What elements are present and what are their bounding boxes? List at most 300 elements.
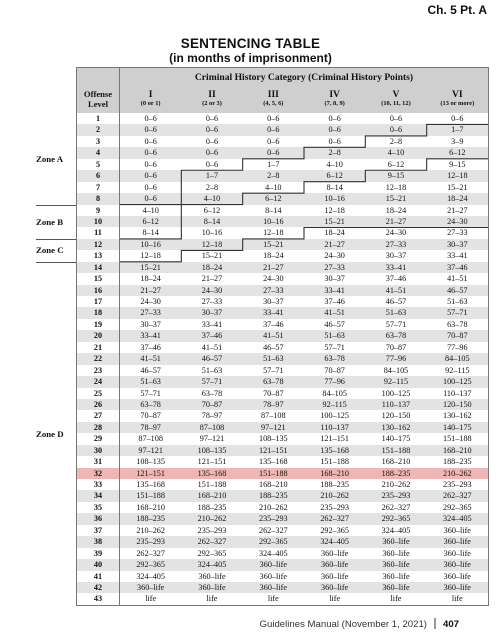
offense-level-cell: 15 (77, 273, 120, 284)
offense-level-cell: 13 (77, 250, 120, 261)
sentence-range-cell: 10–16 (304, 193, 365, 204)
sentence-range-cell: 30–37 (427, 239, 488, 250)
sentence-range-cell: 46–57 (304, 319, 365, 330)
sentence-range-cell: 87–108 (120, 433, 181, 444)
sentence-range-cell: 30–37 (120, 319, 181, 330)
offense-level-cell: 41 (77, 571, 120, 582)
sentence-range-cell: life (304, 593, 365, 604)
offense-level-cell: 34 (77, 490, 120, 501)
offense-level-cell: 25 (77, 388, 120, 399)
sentence-range-cell: 77–96 (304, 376, 365, 387)
sentence-range-cell: 63–78 (365, 330, 426, 341)
offense-level-cell: 42 (77, 582, 120, 593)
sentence-range-cell: 121–151 (243, 445, 304, 456)
sentence-range-cell: 18–24 (365, 205, 426, 216)
sentence-range-cell: 262–327 (243, 525, 304, 536)
sentence-range-cell: 100–125 (427, 376, 488, 387)
sentence-range-cell: 100–125 (365, 388, 426, 399)
sentence-range-cell: 21–27 (365, 216, 426, 227)
sentence-range-cell: 2–8 (181, 182, 242, 193)
sentence-range-cell: 235–293 (243, 513, 304, 524)
zone-label: Zone C (36, 245, 64, 256)
category-points-range: (2 or 3) (202, 99, 222, 107)
sentence-range-cell: 360–life (365, 571, 426, 582)
sentence-range-cell: 360–life (181, 571, 242, 582)
sentence-range-cell: 27–33 (120, 307, 181, 318)
sentence-range-cell: 6–12 (304, 170, 365, 181)
criminal-history-header (120, 68, 488, 113)
category-points-range: (10, 11, 12) (381, 99, 411, 107)
sentence-range-cell: 151–188 (120, 490, 181, 501)
sentence-range-cell: life (243, 593, 304, 604)
sentence-range-cell: 140–175 (427, 422, 488, 433)
sentence-range-cell: 46–57 (243, 342, 304, 353)
sentence-range-cell: 70–87 (304, 365, 365, 376)
sentence-range-cell: 6–12 (181, 205, 242, 216)
sentence-range-cell: 33–41 (120, 330, 181, 341)
sentence-range-cell: 360–life (181, 582, 242, 593)
sentence-range-cell: 84–105 (365, 365, 426, 376)
sentence-range-cell: 21–27 (120, 285, 181, 296)
page-footer (260, 618, 459, 630)
offense-level-cell: 29 (77, 433, 120, 444)
category-roman-numeral: IV (329, 88, 340, 100)
sentence-range-cell: 46–57 (181, 353, 242, 364)
sentence-range-cell: 15–21 (243, 239, 304, 250)
sentence-range-cell: 0–6 (427, 113, 488, 124)
sentence-range-cell: 21–27 (243, 262, 304, 273)
sentence-range-cell: 3–9 (427, 136, 488, 147)
sentence-range-cell: 92–115 (427, 365, 488, 376)
sentence-range-cell: 0–6 (181, 147, 242, 158)
offense-level-cell: 4 (77, 147, 120, 158)
page-subtitle: (in months of imprisonment) (169, 51, 332, 65)
sentence-range-cell: 57–71 (181, 376, 242, 387)
sentence-range-cell: 41–51 (365, 285, 426, 296)
offense-level-cell: 35 (77, 502, 120, 513)
sentence-range-cell: 0–6 (120, 193, 181, 204)
sentence-range-cell: 188–235 (181, 502, 242, 513)
sentence-range-cell: 210–262 (243, 502, 304, 513)
sentence-range-cell: 360–life (427, 525, 488, 536)
sentence-range-cell: 70–87 (181, 399, 242, 410)
offense-level-cell: 1 (77, 113, 120, 124)
sentence-range-cell: 6–12 (120, 216, 181, 227)
sentence-range-cell: 10–16 (120, 239, 181, 250)
sentence-range-cell: 27–33 (427, 227, 488, 238)
sentence-range-cell: life (427, 593, 488, 604)
sentence-range-cell: 30–37 (365, 250, 426, 261)
sentence-range-cell: 63–78 (304, 353, 365, 364)
sentence-range-cell: 46–57 (427, 285, 488, 296)
sentence-range-cell: 51–63 (304, 330, 365, 341)
sentence-range-cell: 168–210 (120, 502, 181, 513)
sentence-range-cell: 18–24 (427, 193, 488, 204)
sentence-range-cell: 108–135 (243, 433, 304, 444)
category-points-range: (13 or more) (440, 99, 475, 107)
sentence-range-cell: 97–121 (243, 422, 304, 433)
sentence-range-cell: 8–14 (181, 216, 242, 227)
offense-level-cell: 18 (77, 307, 120, 318)
sentence-range-cell: 15–21 (304, 216, 365, 227)
sentence-range-cell: 12–18 (427, 170, 488, 181)
sentence-range-cell: 18–24 (304, 227, 365, 238)
sentence-range-cell: 121–151 (120, 468, 181, 479)
sentence-range-cell: 188–235 (243, 490, 304, 501)
offense-level-cell: 37 (77, 525, 120, 536)
sentence-range-cell: 15–21 (427, 182, 488, 193)
sentence-range-cell: 18–24 (243, 250, 304, 261)
sentence-range-cell: 1–7 (427, 124, 488, 135)
offense-level-cell: 6 (77, 170, 120, 181)
sentence-range-cell: 24–30 (427, 216, 488, 227)
category-column-header (181, 83, 242, 113)
sentence-range-cell: 10–16 (243, 216, 304, 227)
offense-level-header-line1: Offense (83, 89, 113, 99)
sentence-range-cell: 292–365 (427, 502, 488, 513)
sentence-range-cell: 6–12 (365, 159, 426, 170)
offense-level-cell: 10 (77, 216, 120, 227)
sentence-range-cell: 151–188 (427, 433, 488, 444)
sentence-range-cell: 210–262 (365, 479, 426, 490)
sentence-range-cell: 0–6 (120, 170, 181, 181)
offense-level-cell: 21 (77, 342, 120, 353)
sentence-range-cell: 12–18 (304, 205, 365, 216)
sentence-range-cell: 360–life (427, 559, 488, 570)
offense-level-cell: 2 (77, 124, 120, 135)
sentence-range-cell: 0–6 (120, 124, 181, 135)
sentence-range-cell: 235–293 (120, 536, 181, 547)
offense-level-cell: 8 (77, 193, 120, 204)
sentence-range-cell: 46–57 (365, 296, 426, 307)
sentence-range-cell: 0–6 (243, 113, 304, 124)
sentence-range-cell: 41–51 (427, 273, 488, 284)
offense-level-header-line2: Level (87, 99, 109, 109)
sentence-range-cell: 130–162 (365, 422, 426, 433)
sentence-range-cell: 15–21 (181, 250, 242, 261)
sentence-range-cell: 70–87 (243, 388, 304, 399)
zone-divider (36, 262, 76, 263)
sentence-range-cell: 2–8 (243, 170, 304, 181)
offense-level-cell: 9 (77, 205, 120, 216)
sentence-range-cell: 235–293 (427, 479, 488, 490)
sentence-range-cell: 360–life (304, 559, 365, 570)
sentence-range-cell: 4–10 (243, 182, 304, 193)
sentence-range-cell: 0–6 (181, 159, 242, 170)
sentence-range-cell: 18–24 (120, 273, 181, 284)
category-roman-numeral: II (208, 88, 216, 100)
sentence-range-cell: 110–137 (427, 388, 488, 399)
sentence-range-cell: 27–33 (365, 239, 426, 250)
sentence-range-cell: 188–235 (365, 468, 426, 479)
sentence-range-cell: 1–7 (243, 159, 304, 170)
sentence-range-cell: 0–6 (365, 113, 426, 124)
sentence-range-cell: 24–30 (304, 250, 365, 261)
sentence-range-cell: 168–210 (243, 479, 304, 490)
sentence-range-cell: 9–15 (427, 159, 488, 170)
sentence-range-cell: 21–27 (304, 239, 365, 250)
sentence-range-cell: 41–51 (181, 342, 242, 353)
offense-level-cell: 11 (77, 227, 120, 238)
sentence-range-cell: 4–10 (120, 205, 181, 216)
sentence-range-cell: 57–71 (120, 388, 181, 399)
category-roman-numeral: I (148, 88, 153, 100)
sentence-range-cell: 120–150 (427, 399, 488, 410)
sentence-range-cell: 57–71 (304, 342, 365, 353)
sentence-range-cell: 262–327 (304, 513, 365, 524)
sentence-range-cell: 0–6 (181, 113, 242, 124)
sentence-range-cell: 12–18 (243, 227, 304, 238)
sentence-range-cell: 108–135 (181, 445, 242, 456)
sentence-range-cell: 324–405 (243, 548, 304, 559)
sentence-range-cell: 87–108 (181, 422, 242, 433)
sentence-range-cell: 235–293 (304, 502, 365, 513)
sentence-range-cell: 63–78 (427, 319, 488, 330)
sentence-range-cell: 0–6 (120, 159, 181, 170)
sentence-range-cell: 110–137 (365, 399, 426, 410)
offense-level-cell: 31 (77, 456, 120, 467)
sentence-range-cell: 24–30 (181, 285, 242, 296)
sentence-range-cell: 360–life (427, 548, 488, 559)
offense-level-cell: 12 (77, 239, 120, 250)
sentence-range-cell: 70–87 (427, 330, 488, 341)
sentence-range-cell: 140–175 (365, 433, 426, 444)
sentence-range-cell: 2–8 (365, 136, 426, 147)
offense-level-cell: 23 (77, 365, 120, 376)
sentence-range-cell: 360–life (243, 559, 304, 570)
sentence-range-cell: 63–78 (243, 376, 304, 387)
zone-label: Zone A (36, 153, 64, 164)
category-points-range: (7, 8, 9) (324, 99, 345, 107)
offense-level-cell: 33 (77, 479, 120, 490)
sentence-range-cell: 235–293 (181, 525, 242, 536)
offense-level-cell: 16 (77, 285, 120, 296)
sentence-range-cell: 78–97 (120, 422, 181, 433)
sentence-range-cell: 9–15 (365, 170, 426, 181)
sentence-range-cell: 360–life (120, 582, 181, 593)
sentence-range-cell: 135–168 (304, 445, 365, 456)
offense-level-cell: 7 (77, 182, 120, 193)
category-roman-numeral: VI (451, 88, 463, 100)
sentence-range-cell: 292–365 (243, 536, 304, 547)
sentence-range-cell: 360–life (427, 571, 488, 582)
zone-boundary-lines (76, 113, 489, 613)
sentence-range-cell: 41–51 (243, 330, 304, 341)
sentence-range-cell: 27–33 (304, 262, 365, 273)
sentence-range-cell: 37–46 (243, 319, 304, 330)
sentence-range-cell: 0–6 (181, 124, 242, 135)
sentence-range-cell: 4–10 (181, 193, 242, 204)
sentence-range-cell: 33–41 (365, 262, 426, 273)
page-title: SENTENCING TABLE (180, 36, 321, 51)
category-column-header (243, 83, 304, 113)
sentence-range-cell: 121–151 (304, 433, 365, 444)
offense-level-cell: 43 (77, 593, 120, 604)
sentence-range-cell: 151–188 (181, 479, 242, 490)
sentence-range-cell: 97–121 (120, 445, 181, 456)
sentence-range-cell: 33–41 (427, 250, 488, 261)
zone-label: Zone B (36, 216, 64, 227)
sentence-range-cell: 168–210 (181, 490, 242, 501)
zone-c-boundary (120, 228, 488, 262)
sentence-range-cell: 360–life (427, 582, 488, 593)
offense-level-cell: 28 (77, 422, 120, 433)
sentence-range-cell: 46–57 (120, 365, 181, 376)
criminal-history-category-title: Criminal History Category (Criminal History Points) (194, 72, 414, 83)
sentence-range-cell: 30–37 (243, 296, 304, 307)
sentence-range-cell: 18–24 (181, 262, 242, 273)
offense-level-cell: 14 (77, 262, 120, 273)
sentence-range-cell: 324–405 (427, 513, 488, 524)
offense-level-cell: 22 (77, 353, 120, 364)
sentence-range-cell: 21–27 (181, 273, 242, 284)
sentence-range-cell: 292–365 (181, 548, 242, 559)
zone-divider (36, 239, 76, 240)
page-number: 407 (442, 619, 459, 630)
offense-level-cell: 20 (77, 330, 120, 341)
sentence-range-cell: 360–life (304, 582, 365, 593)
sentence-range-cell: 360–life (365, 536, 426, 547)
sentence-range-cell: 360–life (365, 548, 426, 559)
sentence-range-cell: 292–365 (304, 525, 365, 536)
sentence-range-cell: 2–8 (304, 147, 365, 158)
category-points-range: (0 or 1) (140, 99, 161, 107)
sentence-range-cell: 168–210 (365, 456, 426, 467)
sentence-range-cell: 135–168 (181, 468, 242, 479)
sentence-range-cell: 41–51 (304, 307, 365, 318)
category-roman-numeral: V (392, 88, 400, 100)
sentence-range-cell: 0–6 (243, 124, 304, 135)
sentence-range-cell: 0–6 (120, 147, 181, 158)
offense-level-cell: 36 (77, 513, 120, 524)
sentence-range-cell: 4–10 (365, 147, 426, 158)
sentence-range-cell: 360–life (304, 548, 365, 559)
sentence-range-cell: 27–33 (243, 285, 304, 296)
sentence-range-cell: 168–210 (304, 468, 365, 479)
sentence-range-cell: 57–71 (427, 307, 488, 318)
sentence-range-cell: 151–188 (365, 445, 426, 456)
offense-level-cell: 26 (77, 399, 120, 410)
category-column-header (427, 83, 488, 113)
sentence-range-cell: 70–87 (120, 410, 181, 421)
sentence-range-cell: 324–405 (181, 559, 242, 570)
offense-level-cell: 38 (77, 536, 120, 547)
sentence-range-cell: 37–46 (427, 262, 488, 273)
category-roman-numeral: III (267, 88, 279, 100)
sentence-range-cell: 1–7 (181, 170, 242, 181)
sentence-range-cell: 0–6 (243, 147, 304, 158)
category-column-header (120, 83, 181, 113)
sentence-range-cell: 292–365 (365, 513, 426, 524)
sentence-range-cell: 8–14 (120, 227, 181, 238)
sentence-range-cell: 15–21 (120, 262, 181, 273)
sentence-range-cell: 37–46 (181, 330, 242, 341)
sentence-range-cell: 0–6 (120, 182, 181, 193)
sentence-range-cell: 110–137 (304, 422, 365, 433)
sentence-range-cell: 324–405 (365, 525, 426, 536)
sentence-range-cell: 70–87 (365, 342, 426, 353)
sentence-range-cell: 30–37 (304, 273, 365, 284)
sentence-range-cell: 24–30 (120, 296, 181, 307)
sentence-range-cell: life (120, 593, 181, 604)
sentence-range-cell: 24–30 (243, 273, 304, 284)
sentence-range-cell: 33–41 (243, 307, 304, 318)
sentence-range-cell: 51–63 (427, 296, 488, 307)
sentence-range-cell: 8–14 (304, 182, 365, 193)
offense-level-cell: 17 (77, 296, 120, 307)
sentence-range-cell: 188–235 (427, 456, 488, 467)
sentence-range-cell: 78–97 (243, 399, 304, 410)
sentence-range-cell: 0–6 (365, 124, 426, 135)
sentence-range-cell: 27–33 (181, 296, 242, 307)
sentence-range-cell: 360–life (243, 571, 304, 582)
sentence-range-cell: 188–235 (304, 479, 365, 490)
sentence-range-cell: 37–46 (304, 296, 365, 307)
sentence-range-cell: 262–327 (365, 502, 426, 513)
sentence-range-cell: 84–105 (304, 388, 365, 399)
sentence-range-cell: 360–life (304, 571, 365, 582)
sentence-range-cell: 360–life (243, 582, 304, 593)
category-column-header (304, 83, 365, 113)
sentence-range-cell: 130–162 (427, 410, 488, 421)
zone-label: Zone D (36, 428, 64, 439)
sentence-range-cell: 188–235 (120, 513, 181, 524)
sentence-range-cell: 235–293 (365, 490, 426, 501)
sentence-range-cell: 292–365 (120, 559, 181, 570)
sentence-range-cell: 21–27 (427, 205, 488, 216)
category-column-header (365, 83, 426, 113)
offense-level-cell: 32 (77, 468, 120, 479)
offense-level-cell: 5 (77, 159, 120, 170)
offense-level-cell: 19 (77, 319, 120, 330)
sentence-range-cell: 151–188 (304, 456, 365, 467)
offense-level-cell: 3 (77, 136, 120, 147)
sentence-range-cell: 120–150 (365, 410, 426, 421)
sentence-range-cell: 210–262 (120, 525, 181, 536)
sentence-range-cell: 33–41 (181, 319, 242, 330)
footer-manual-title: Guidelines Manual (November 1, 2021) (259, 619, 427, 630)
offense-level-cell: 40 (77, 559, 120, 570)
sentence-range-cell: 78–97 (181, 410, 242, 421)
sentence-range-cell: 121–151 (181, 456, 242, 467)
sentence-range-cell: 41–51 (120, 353, 181, 364)
sentence-range-cell: 262–327 (427, 490, 488, 501)
sentence-range-cell: 135–168 (120, 479, 181, 490)
category-points-range: (4, 5, 6) (263, 99, 284, 107)
category-columns (120, 83, 488, 113)
sentence-range-cell: 77–96 (365, 353, 426, 364)
chapter-label: Ch. 5 Pt. A (427, 3, 487, 17)
sentence-range-cell: 92–115 (365, 376, 426, 387)
sentence-range-cell: 12–18 (365, 182, 426, 193)
sentence-range-cell: 4–10 (304, 159, 365, 170)
sentence-range-cell: 0–6 (304, 136, 365, 147)
zone-b-boundary (120, 159, 488, 239)
sentence-range-cell: 57–71 (365, 319, 426, 330)
sentence-range-cell: 108–135 (120, 456, 181, 467)
zone-divider (36, 205, 76, 206)
sentence-range-cell: 262–327 (120, 548, 181, 559)
sentence-range-cell: 360–life (365, 559, 426, 570)
sentence-range-cell: 92–115 (304, 399, 365, 410)
sentence-range-cell: 210–262 (181, 513, 242, 524)
sentence-range-cell: 360–life (365, 582, 426, 593)
sentence-range-cell: 30–37 (181, 307, 242, 318)
sentence-range-cell: 37–46 (120, 342, 181, 353)
sentence-range-cell: 168–210 (427, 445, 488, 456)
offense-level-cell: 24 (77, 376, 120, 387)
sentence-range-cell: 0–6 (304, 113, 365, 124)
